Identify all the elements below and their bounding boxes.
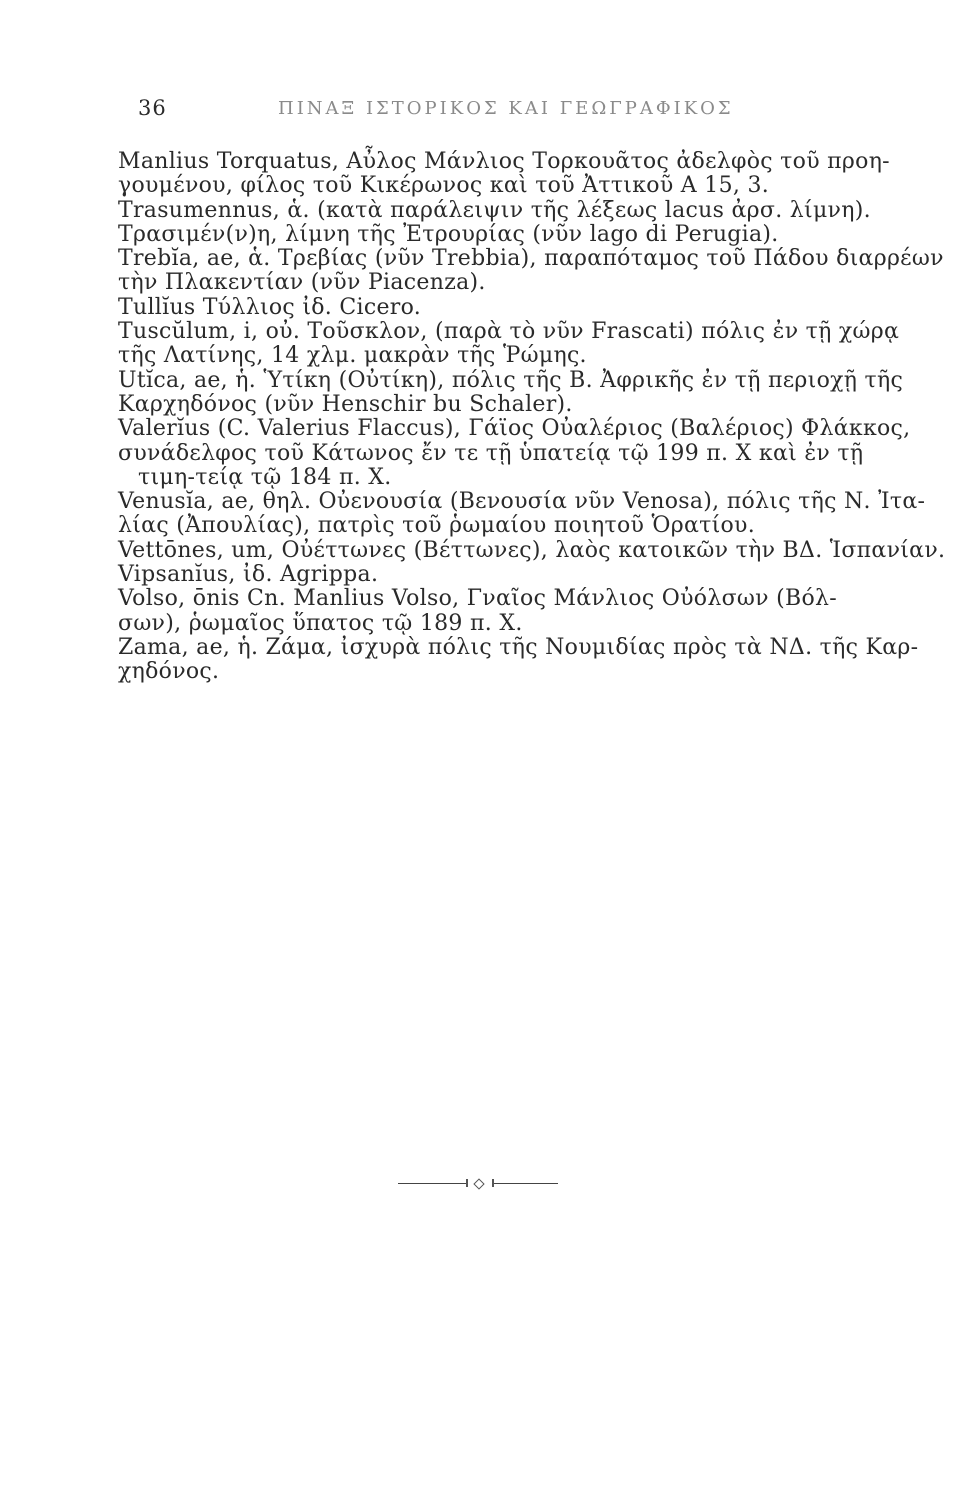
index-entry: Manlius Torquatus, Αὖλος Μάνλιος Τορκουᾶτος ἀδελφὸς τοῦ προη- γουμένου, φίλος τοῦ Κικέρωνος καὶ τοῦ Ἀττικοῦ Α 15, 3.: [118, 149, 890, 199]
index-entry: Volso, ōnis Cn. Manlius Volso, Γναῖος Μάνλιος Οὐόλσων (Βόλ- σων), ῥωμαῖος ὕπατος τῷ 189 π. Χ.: [118, 586, 837, 636]
ornament-icon: [466, 1179, 494, 1187]
index-entry: Valerĭus (C. Valerius Flaccus), Γάϊος Οὐαλέριος (Βαλέριος) Φλάκκος, συνάδελφος τοῦ Κάτωνος ἔν τε τῇ ὑπατείᾳ τῷ 199 π. Χ καὶ ἐν τῇ τιμη-τείᾳ τῷ 184 π. Χ.: [118, 416, 911, 490]
index-entry: Zama, ae, ἡ. Ζάμα, ἰσχυρὰ πόλις τῆς Νουμιδίας πρὸς τὰ ΝΔ. τῆς Καρ- χηδόνος.: [118, 634, 919, 685]
index-entry: Venusĭa, ae, θηλ. Οὐενουσία (Βενουσία νῦν Venosa), πόλις τῆς Ν. Ἰτα- λίας (Ἀπουλίας), πατρὶς τοῦ ῥωμαίου ποιητοῦ Ὁρατίου.: [118, 489, 926, 539]
page-number: 36: [138, 96, 167, 120]
index-entry: Utĭca, ae, ἡ. Ὑτίκη (Οὐτίκη), πόλις τῆς Β. Ἀφρικῆς ἐν τῇ περιοχῇ τῆς Καρχηδόνος (νῦν Henschir bu Schaler).: [118, 367, 904, 417]
index-entries: [118, 149, 946, 685]
index-entry: Trasumennus, ἁ. (κατὰ παράλειψιν τῆς λέξεως lacus ἀρσ. λίμνη). Τρασιμέν(ν)η, λίμνη τῆς Ἐτρουρίας (νῦν lago di Perugia).: [118, 197, 871, 247]
ornamental-divider: [398, 1182, 558, 1186]
index-entry: Tullĭus Τύλλιος ἰδ. Cicero.: [118, 294, 422, 320]
index-entry: Tuscŭlum, i, οὐ. Τοῦσκλον, (παρὰ τὸ νῦν Frascati) πόλις ἐν τῇ χώρᾳ τῆς Λατίνης, 14 χλμ. μακρὰν τῆς Ῥώμης.: [118, 319, 900, 369]
running-title: ΠΙΝΑΞ ΙΣΤΟΡΙΚΟΣ ΚΑΙ ΓΕΩΓΡΑΦΙΚΟΣ: [278, 98, 734, 119]
index-entry: Vipsanĭus, ἰδ. Agrippa.: [118, 562, 379, 588]
index-entry: Vettōnes, um, Οὐέττωνες (Βέττωνες), λαὸς κατοικῶν τὴν ΒΔ. Ἱσπανίαν.: [118, 537, 946, 563]
page-header: [138, 96, 838, 126]
index-entry: Trebĭa, ae, ἁ. Τρεβίας (νῦν Trebbia), παραπόταμος τοῦ Πάδου διαρρέων τὴν Πλακεντίαν (νῦν Piacenza).: [118, 246, 944, 296]
